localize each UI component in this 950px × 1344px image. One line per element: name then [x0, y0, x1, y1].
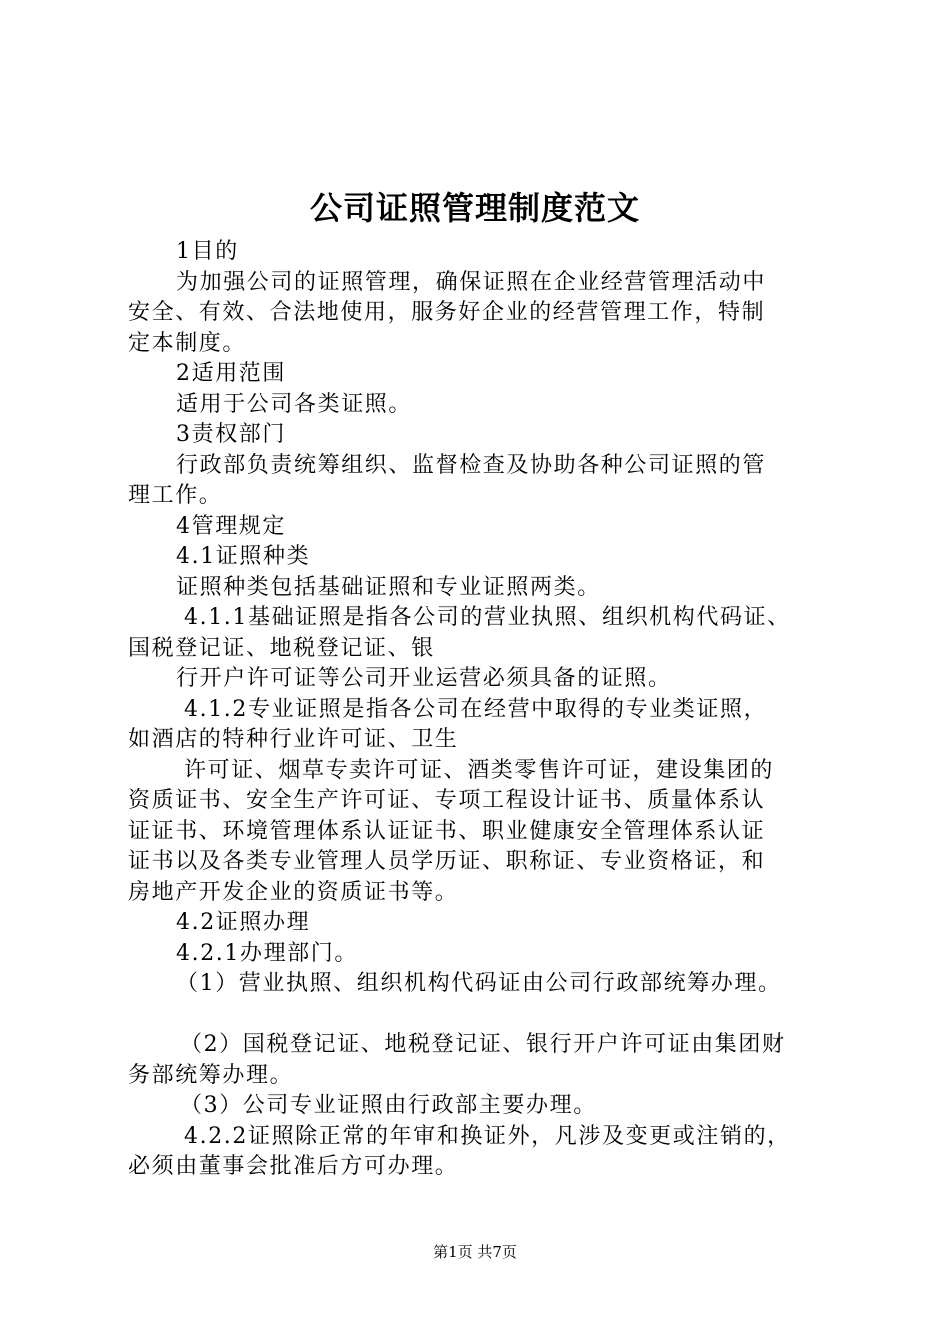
paragraph-line: 安全、有效、合法地使用，服务好企业的经营管理工作，特制	[128, 300, 766, 325]
document-title: 公司证照管理制度范文	[309, 189, 640, 227]
paragraph-line: 证照种类包括基础证照和专业证照两类。	[176, 574, 601, 600]
section-heading: 4管理规定	[176, 513, 286, 539]
document-body	[128, 237, 833, 1183]
paragraph-line: 行开户许可证等公司开业运营必须具备的证照。	[176, 666, 672, 691]
paragraph-line: （2）国税登记证、地税登记证、银行开户许可证由集团财	[180, 1032, 786, 1057]
paragraph-line: 如酒店的特种行业许可证、卫生	[128, 727, 459, 752]
section-heading: 3责权部门	[176, 422, 286, 447]
paragraph-line: 定本制度。	[128, 330, 247, 356]
subsection-heading: 4.2证照办理	[176, 910, 311, 935]
section-heading: 2适用范围	[176, 361, 286, 386]
paragraph-line: 证书以及各类专业管理人员学历证、职称证、专业资格证，和	[128, 849, 766, 874]
paragraph-line: 房地产开发企业的资质证书等。	[128, 879, 459, 905]
paragraph-line: 4.1.2专业证照是指各公司在经营中取得的专业类证照，	[184, 696, 768, 722]
paragraph-line: 国税登记证、地税登记证、银	[128, 635, 435, 661]
page-number: 第1页 共7页	[433, 1243, 517, 1261]
subsection-heading: 4.1证照种类	[176, 544, 311, 569]
paragraph-line: 为加强公司的证照管理，确保证照在企业经营管理活动中	[176, 269, 767, 295]
paragraph-line: 行政部负责统筹组织、监督检查及协助各种公司证照的管	[176, 452, 767, 478]
paragraph-line: 4.1.1基础证照是指各公司的营业执照、组织机构代码证、	[184, 605, 791, 630]
paragraph-line: （3）公司专业证照由行政部主要办理。	[180, 1093, 597, 1118]
blank-line	[128, 1000, 833, 1031]
section-heading: 1目的	[176, 239, 239, 264]
paragraph-line: 4.2.2证照除正常的年审和换证外，凡涉及变更或注销的，	[184, 1123, 791, 1149]
paragraph-line: 理工作。	[128, 483, 223, 508]
paragraph-line: 证证书、环境管理体系认证证书、职业健康安全管理体系认证	[128, 818, 766, 844]
paragraph-line: 4.2.1办理部门。	[176, 940, 358, 966]
paragraph-line: 适用于公司各类证照。	[176, 391, 413, 417]
paragraph-line: 许可证、烟草专卖许可证、酒类零售许可证，建设集团的	[184, 757, 775, 783]
paragraph-line: 资质证书、安全生产许可证、专项工程设计证书、质量体系认	[128, 788, 766, 813]
paragraph-line: （1）营业执照、组织机构代码证由公司行政部统筹办理。	[176, 971, 782, 996]
paragraph-line: 必须由董事会批准后方可办理。	[128, 1154, 459, 1179]
paragraph-line: 务部统筹办理。	[128, 1062, 294, 1088]
